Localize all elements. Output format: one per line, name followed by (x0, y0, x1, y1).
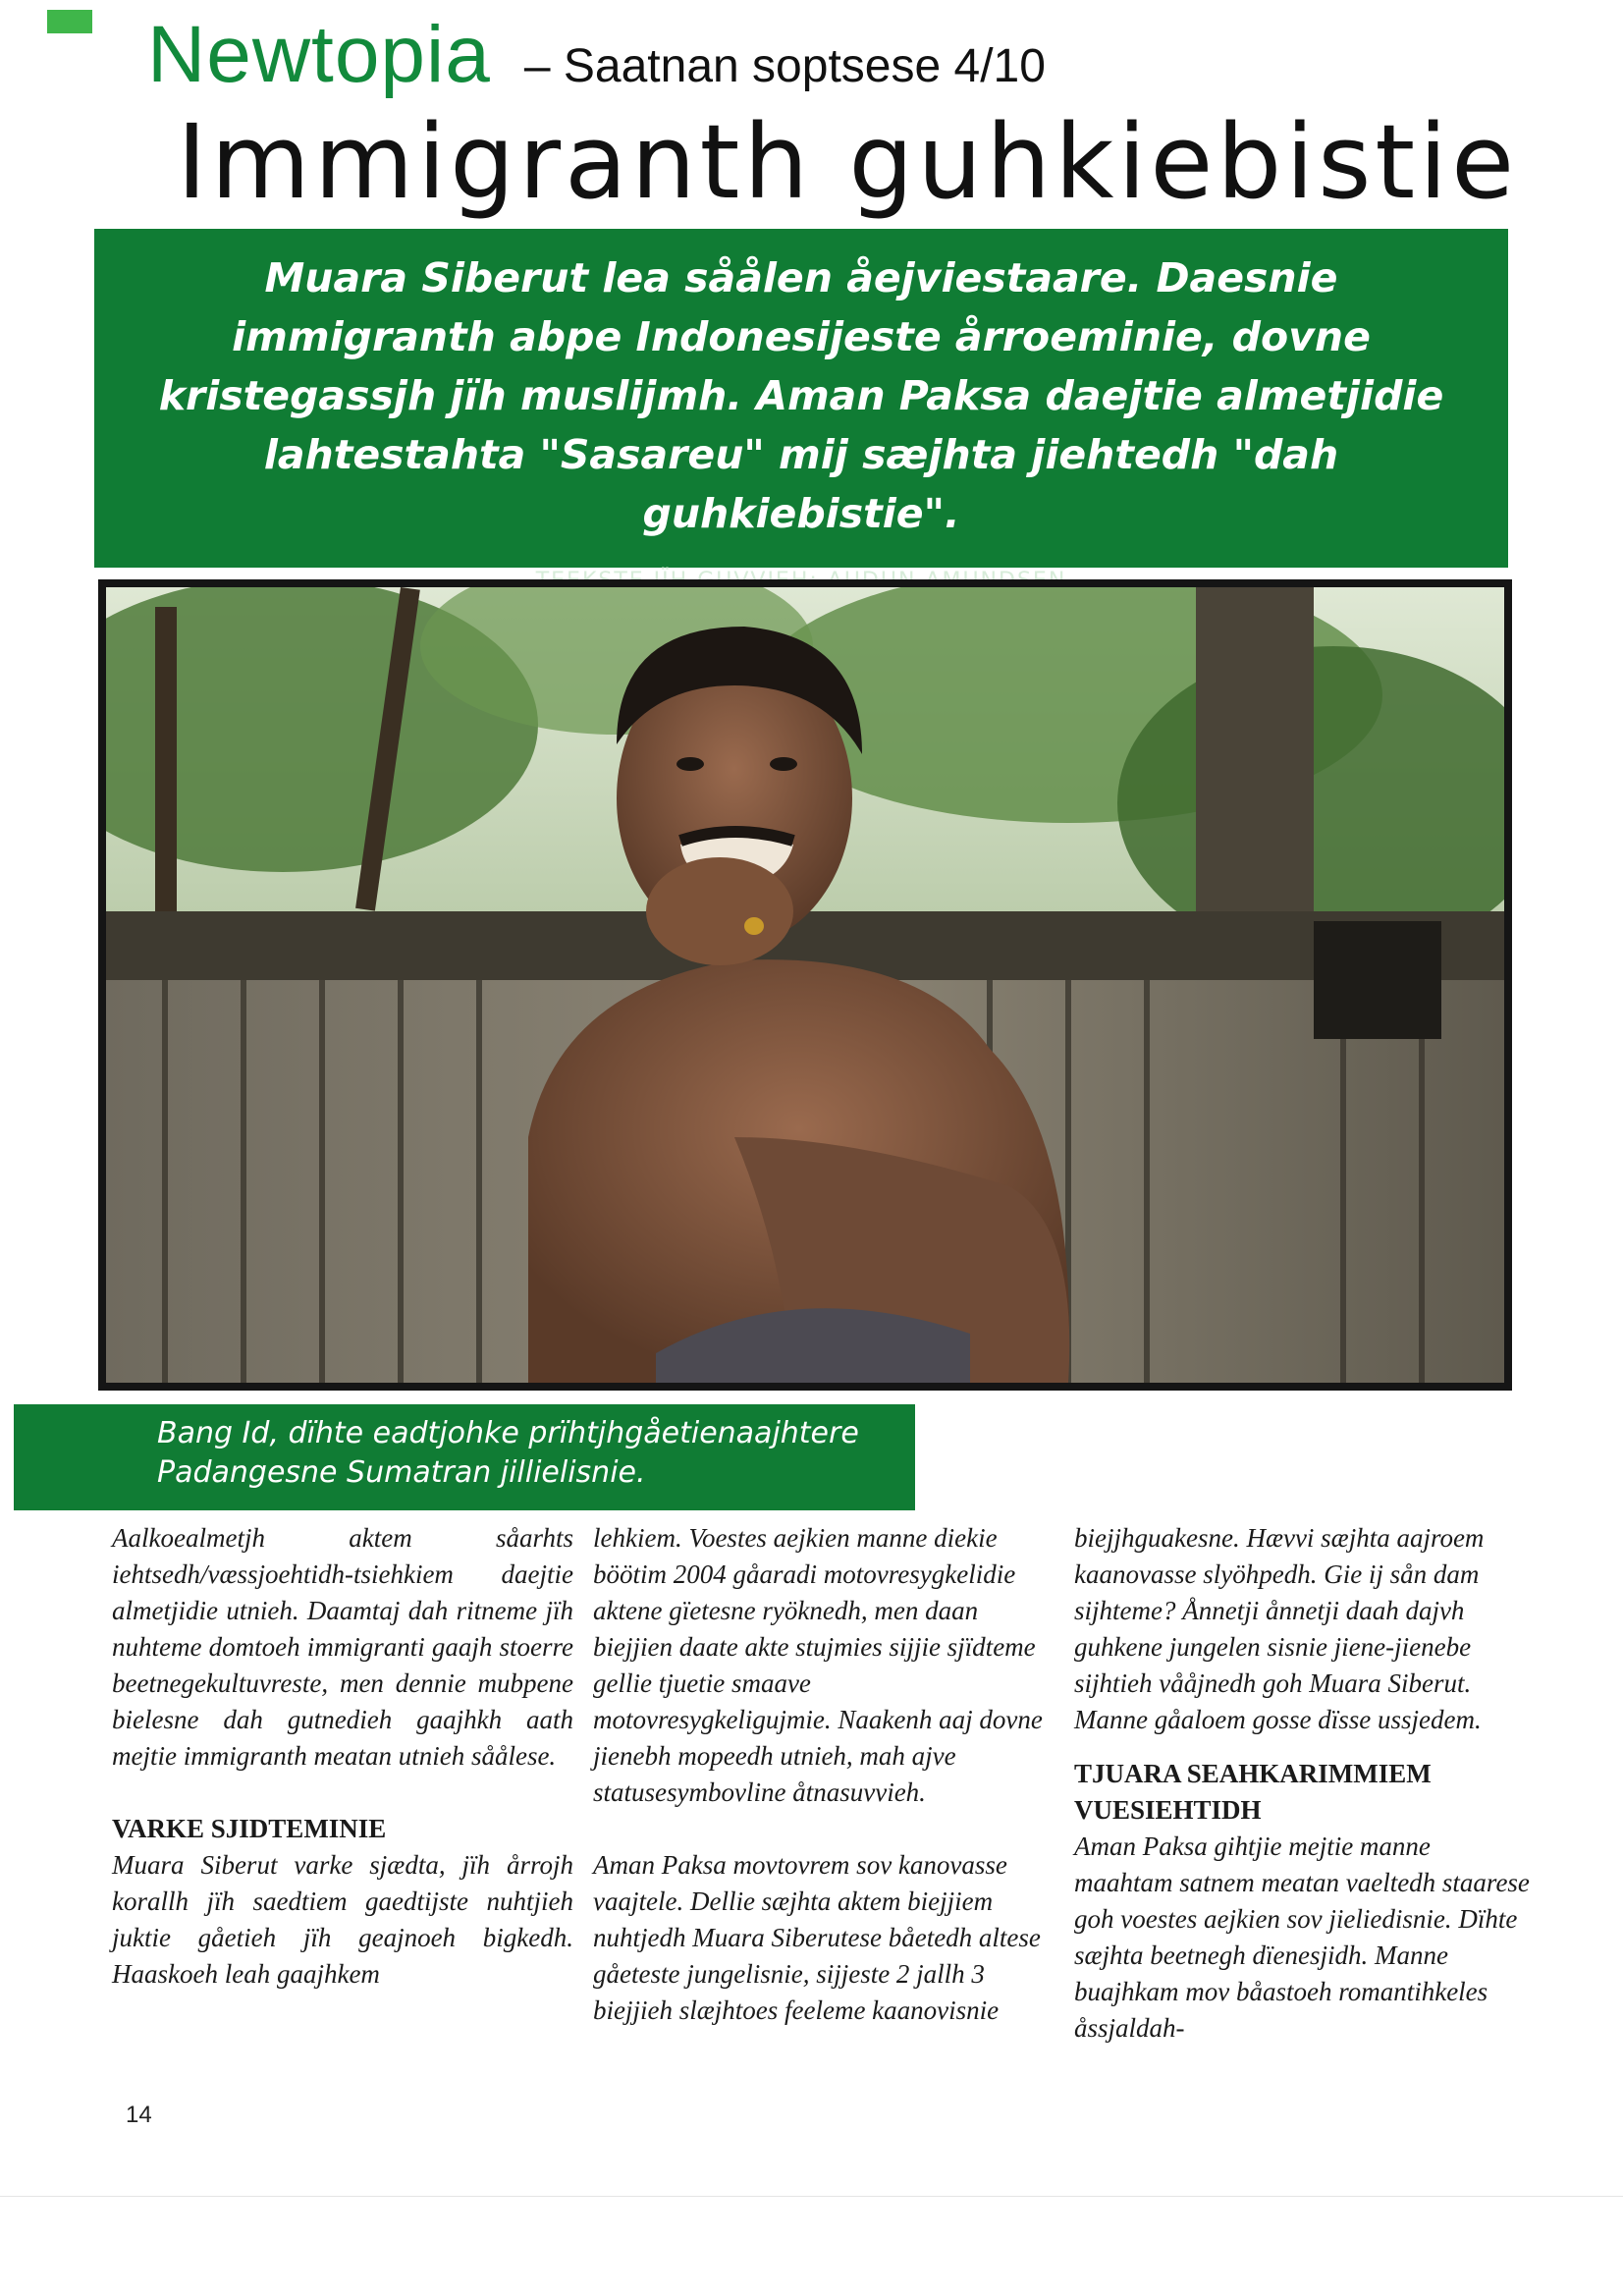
portrait-photo (98, 579, 1512, 1391)
page-edge-line (0, 2196, 1623, 2197)
article-headline: Immigranth guhkiebistie (177, 102, 1519, 222)
paragraph: Aman Paksa movtovrem sov kanovasse vaajtele. Dellie sæjhta aktem biejjiem nuhtjedh Muara Siberutese båetedh altese gåeteste jungelisnie, sijjeste 2 jallh 3 biejjieh slæjhtoes feeleme kaanovisnie (593, 1850, 1041, 2025)
lead-box (94, 229, 1508, 568)
photo-caption-box (14, 1404, 915, 1510)
photo-illustration (106, 587, 1504, 1383)
photo-caption: Bang Id, dïhte eadtjohke prïhtjhgåetienaajhtere Padangesne Sumatran jillielisnie. (157, 1416, 859, 1490)
section-heading: VARKE SJIDTEMINIE (112, 1814, 387, 1843)
article-column-3 (1074, 1520, 1536, 2047)
corner-mark (47, 10, 92, 33)
paragraph: Aalkoealmetjh aktem såarhts iehtsedh/væssjoehtidh-tsiehkiem daejtie almetjidie utnieh. Daamtaj dah ritneme jïh nuhteme domtoeh immigranti gaajh stoerre beetnegekultuvreste, men dennie mubpene bielesne dah gutnedieh gaajhkh aath mejtie immigranth meatan utnieh såålese. (112, 1523, 573, 1771)
brand-title: Newtopia (147, 10, 491, 99)
paragraph: Muara Siberut varke sjædta, jïh årrojh korallh jïh saedtiem gaedtijste nuhtjieh juktie gåetieh jïh geajnoeh bigkedh. Haaskoeh leah gaajhkem (112, 1850, 573, 1989)
page-number: 14 (126, 2102, 152, 2128)
paragraph: biejjhguakesne. Hævvi sæjhta aajroem kaanovasse slyöhpedh. Gie ij sån dam sijhteme? Ånnetji ånnetji daah dajvh guhkene jungelen sisnie jiene-jienebe sijhtieh vååjnedh goh Muara Siberut. Manne gåaloem gosse dïsse ussjedem. (1074, 1523, 1485, 1734)
series-header (147, 6, 1046, 104)
paragraph: Aman Paksa gihtjie mejtie manne maahtam satnem meatan vaeltedh staarese goh voestes aejkien sov jieliedisnie. Dïhte sæjhta beetnegh dïenesjidh. Manne buajhkam mov båastoeh romantihkeles åssjaldah- (1074, 1831, 1530, 2043)
section-heading: TJUARA SEAHKARIMMIEM VUESIEHTIDH (1074, 1759, 1432, 1825)
paragraph: lehkiem. Voestes aejkien manne diekie böötim 2004 gåaradi motovresygkelidie aktene gïetesne ryöknedh, men daan biejjien daate akte stujmies sijjie sjïdteme gellie tjuetie smaave motovresygkeligujmie. Naakenh aaj dovne jienebh mopeedh utnieh, mah ajve statusesymbovline åtnasuvvieh. (593, 1523, 1043, 1807)
article-column-1 (112, 1520, 573, 1993)
series-label: – Saatnan soptsese 4/10 (523, 40, 1046, 92)
lead-text: Muara Siberut lea såålen åejviestaare. Daesnie immigranth abpe Indonesijeste årroeminie, dovne kristegassjh jïh muslijmh. Aman Paksa daejtie almetjidie lahtestahta "Sasareu" mij sæjhta jiehtedh "dah guhkiebistie". (158, 254, 1444, 537)
article-column-2 (593, 1520, 1045, 2029)
